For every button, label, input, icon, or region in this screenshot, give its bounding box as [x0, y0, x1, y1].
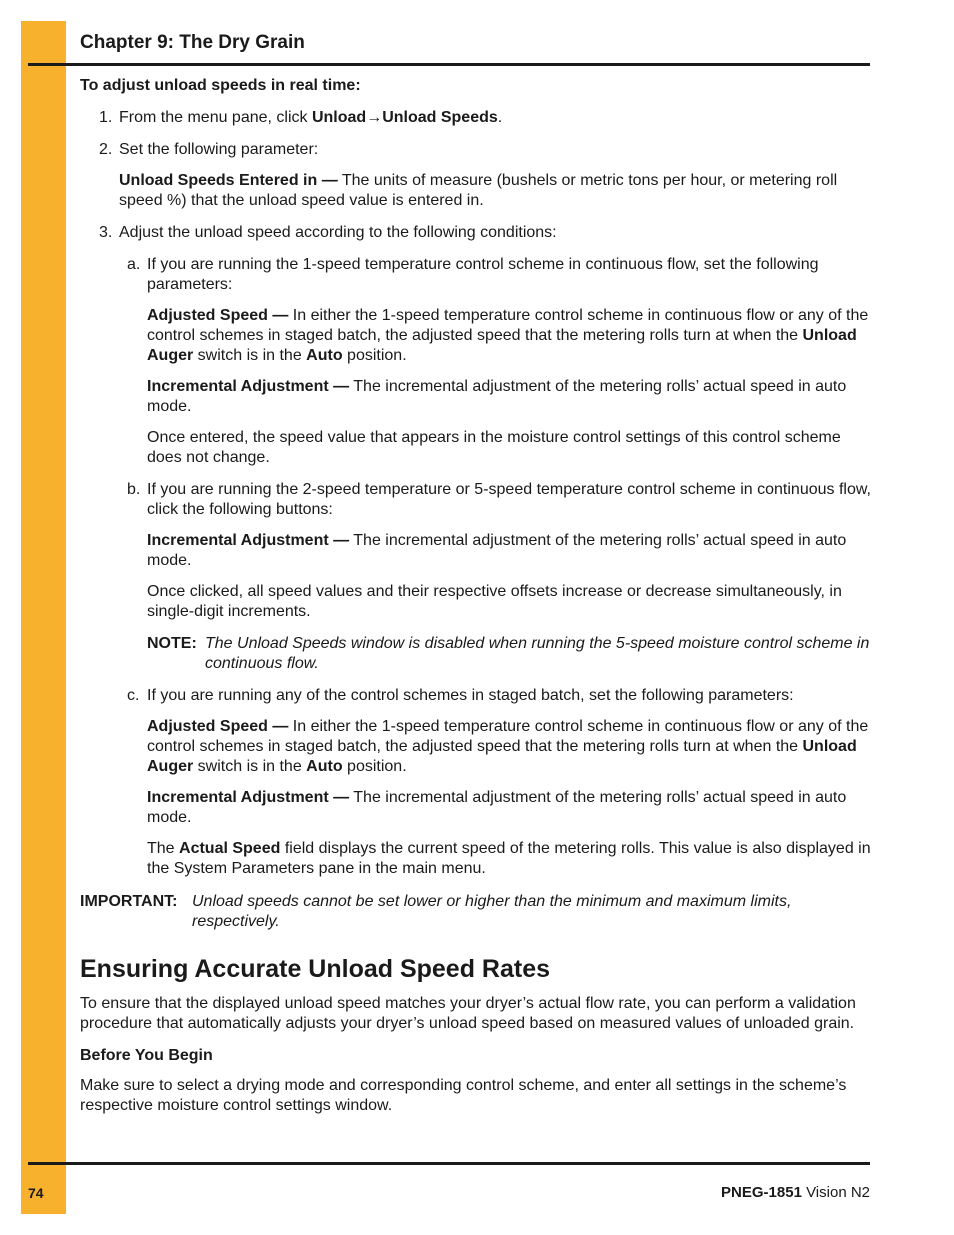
doc-title: Vision N2 — [801, 1184, 870, 1201]
page-number: 74 — [28, 1185, 44, 1201]
chapter-title: Chapter 9: The Dry Grain — [80, 32, 305, 53]
doc-number: PNEG-1851 — [721, 1184, 802, 1201]
parameter-adjusted-speed — [80, 717, 872, 777]
unload-auger-term: Unload Auger — [147, 738, 857, 775]
parameter-desc-end: position. — [342, 347, 407, 364]
step-text: Adjust the unload speed according to the following conditions: — [119, 224, 557, 241]
important-text: Unload speeds cannot be set lower or higher than the minimum and maximum limits, respectively. — [192, 893, 792, 930]
parameter-term: Incremental Adjustment — — [147, 378, 350, 395]
header-rule — [28, 63, 870, 66]
paragraph-text: The — [147, 840, 180, 857]
paragraph-once-clicked: Once clicked, all speed values and their respective offsets increase or decrease simultaneously, in single-digit increments. — [147, 583, 842, 620]
step-2 — [80, 140, 872, 160]
step-number: 2. — [99, 141, 113, 158]
auto-term: Auto — [306, 347, 343, 364]
footer-doc-id — [721, 1183, 870, 1203]
parameter-desc: In either the 1-speed temperature control scheme in continuous flow or any of the control schemes in staged batch, the adjusted speed that the metering rolls turn at when the — [147, 307, 869, 344]
section-heading: Ensuring Accurate Unload Speed Rates — [80, 955, 551, 983]
parameter-incremental-adjustment — [80, 531, 872, 571]
parameter-term: Adjusted Speed — — [147, 718, 289, 735]
important-notice — [80, 892, 872, 932]
parameter-term: Incremental Adjustment — — [147, 532, 350, 549]
substep-text: If you are running any of the control schemes in staged batch, set the following parameters: — [147, 687, 794, 704]
substep-b — [80, 480, 872, 520]
step-number: 3. — [99, 224, 113, 241]
procedure-title: To adjust unload speeds in real time: — [80, 77, 361, 94]
step-number: 1. — [99, 109, 113, 126]
note-text: The Unload Speeds window is disabled when running the 5-speed moisture control scheme in continuous flow. — [205, 635, 870, 672]
parameter-desc-mid: switch is in the — [193, 758, 307, 775]
substep-text: If you are running the 1-speed temperature control scheme in continuous flow, set the following parameters: — [147, 256, 819, 293]
paragraph-text-end: field displays the current speed of the metering rolls. This value is also displayed in the System Parameters pane in the main menu. — [147, 840, 871, 877]
parameter-desc-mid: switch is in the — [193, 347, 307, 364]
substep-c — [80, 686, 872, 706]
substep-letter: a. — [127, 256, 141, 273]
parameter-term: Adjusted Speed — — [147, 307, 289, 324]
auto-term: Auto — [306, 758, 343, 775]
section-intro: To ensure that the displayed unload speed matches your dryer’s actual flow rate, you can perform a validation procedure that automatically adjusts your dryer’s unload speed based on measured values of unloaded grain. — [80, 995, 856, 1032]
parameter-desc-end: position. — [342, 758, 407, 775]
parameter-term: Incremental Adjustment — — [147, 789, 350, 806]
step-3 — [80, 223, 872, 243]
substep-letter: b. — [127, 481, 141, 498]
parameter-desc: The incremental adjustment of the metering rolls’ actual speed in auto mode. — [147, 789, 847, 826]
step-text-end: . — [497, 109, 503, 126]
paragraph-once-entered: Once entered, the speed value that appears in the moisture control settings of this control scheme does not change. — [147, 429, 841, 466]
substep-text: If you are running the 2-speed temperature or 5-speed temperature control scheme in continuous flow, click the following buttons: — [147, 481, 871, 518]
page-content — [80, 76, 872, 1116]
parameter-desc: In either the 1-speed temperature control scheme in continuous flow or any of the control schemes in staged batch, the adjusted speed that the metering rolls turn at when the — [147, 718, 869, 755]
chapter-tab-bar — [21, 21, 66, 1214]
parameter-unload-speeds-entered — [80, 171, 872, 211]
unload-auger-term: Unload Auger — [147, 327, 857, 364]
substep-a — [80, 255, 872, 295]
parameter-desc: The units of measure (bushels or metric tons per hour, or metering roll speed %) that the unload speed value is entered in. — [119, 172, 838, 209]
note-label: NOTE: — [147, 635, 197, 652]
parameter-term: Unload Speeds Entered in — — [119, 172, 338, 189]
parameter-desc: The incremental adjustment of the metering rolls’ actual speed in auto mode. — [147, 378, 847, 415]
footer-rule — [28, 1162, 870, 1165]
paragraph-actual-speed — [80, 839, 872, 879]
substep-letter: c. — [127, 687, 140, 704]
important-label: IMPORTANT: — [80, 893, 178, 910]
parameter-incremental-adjustment — [80, 788, 872, 828]
step-1 — [80, 108, 872, 128]
note — [80, 634, 872, 674]
step-text: Set the following parameter: — [119, 141, 319, 158]
actual-speed-term: Actual Speed — [179, 840, 281, 857]
subsection-text: Make sure to select a drying mode and corresponding control scheme, and enter all settings in the scheme’s respective moisture control settings window. — [80, 1077, 847, 1114]
parameter-incremental-adjustment — [80, 377, 872, 417]
parameter-desc: The incremental adjustment of the metering rolls’ actual speed in auto mode. — [147, 532, 847, 569]
step-text: From the menu pane, click — [119, 109, 312, 126]
subsection-heading: Before You Begin — [80, 1047, 213, 1064]
menu-path: Unload→Unload Speeds — [311, 109, 498, 126]
parameter-adjusted-speed — [80, 306, 872, 366]
